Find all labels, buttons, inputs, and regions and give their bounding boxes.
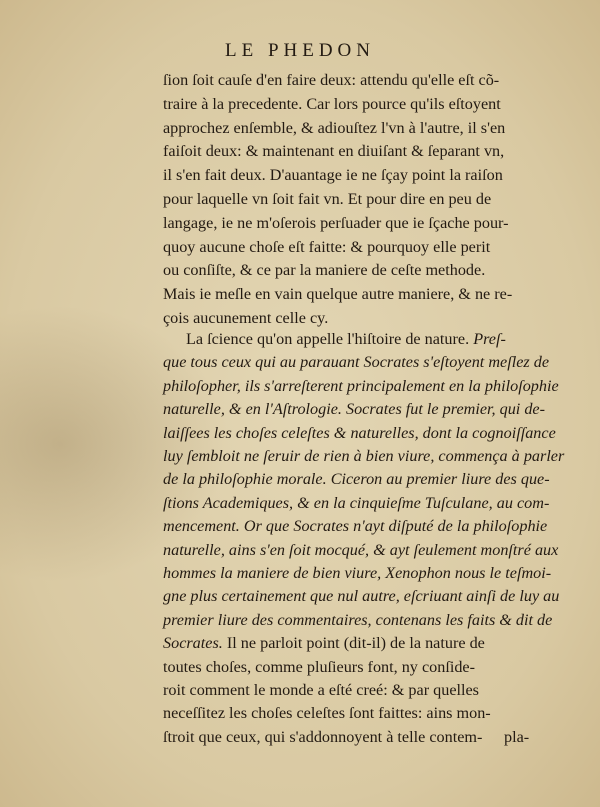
text-line: [163, 631, 543, 655]
text-line: [186, 327, 566, 351]
catchword: pla-: [504, 728, 530, 746]
italic-span: hommes la maniere de bien viure, Xenophon nous le teſmoi-: [163, 564, 552, 582]
text-line: [163, 655, 543, 679]
roman-span: toutes choſes, comme pluſieurs font, ny conſide-: [163, 657, 475, 676]
text-line: faiſoit deux: & maintenant en diuiſant & ſeparant vn,: [163, 142, 505, 161]
text-line: il s'en fait deux. D'auantage ie ne ſçay point la raiſon: [163, 166, 503, 185]
italic-span: mencement. Or que Socrates n'ayt diſputé de la philoſophie: [163, 517, 548, 536]
italic-span: premier liure des commentaires, contenans les faits & dit de: [163, 610, 553, 629]
text-line: [163, 374, 559, 398]
italic-span: gne plus certainement que nul autre, eſcriuant ainſi de luy au: [163, 587, 560, 606]
text-line: [163, 467, 550, 491]
text-line: [163, 491, 550, 515]
italic-span: Socrates.: [163, 634, 227, 653]
italic-span: luy ſembloit ne ſeruir de rien à bien viure, commença à parler: [163, 447, 565, 465]
italic-span: de la philoſophie morale. Ciceron au premier liure des que-: [163, 470, 550, 489]
text-line: ou conſiſte, & ce par la maniere de ceſte methode.: [163, 261, 486, 280]
text-line: [163, 584, 560, 608]
italic-span: Preſ-: [473, 330, 506, 348]
text-line: [163, 421, 556, 445]
text-line: [163, 678, 543, 702]
italic-span: laiſſees les choſes celeſtes & naturelles, dont la cognoiſſance: [163, 423, 556, 442]
text-line: [163, 701, 543, 725]
text-line: ſion ſoit cauſe d'en faire deux: attendu qu'elle eſt cõ-: [163, 71, 500, 89]
text-line: quoy aucune choſe eſt faitte: & pourquoy elle perit: [163, 237, 491, 256]
italic-span: philoſopher, ils s'arreſterent principalement en la philoſophie: [163, 376, 559, 395]
roman-span: La ſcience qu'on appelle l'hiſtoire de nature.: [186, 330, 474, 348]
text-line: [163, 608, 553, 632]
text-line: [163, 514, 548, 538]
text-line: [163, 561, 552, 585]
text-line: [163, 725, 543, 749]
text-line: traire à la precedente. Car lors pource qu'ils eſtoyent: [163, 94, 501, 113]
running-head: LE PHEDON: [224, 40, 376, 61]
roman-span: Il ne parloit point (dit-il) de la nature de: [226, 634, 485, 653]
text-line: [163, 538, 559, 562]
roman-span: neceſſitez les choſes celeſtes ſont faittes: ains mon-: [163, 704, 491, 723]
text-line: pour laquelle vn ſoit fait vn. Et pour dire en peu de: [163, 190, 492, 208]
text-line: approchez enſemble, & adiouſtez l'vn à l'autre, il s'en: [163, 118, 506, 137]
italic-span: ſtions Academiques, & en la cinquieſme Tuſculane, au com-: [163, 493, 550, 512]
text-line: çois aucunement celle cy.: [163, 309, 329, 327]
text-line: Mais ie meſle en vain quelque autre maniere, & ne re-: [163, 285, 513, 304]
text-line: [163, 350, 550, 374]
roman-span: ſtroit que ceux, qui s'addonnoyent à telle contem-: [163, 727, 483, 746]
italic-span: naturelle, ains s'en ſoit mocqué, & ayt ſeulement monſtré aux: [163, 540, 559, 559]
italic-span: naturelle, & en l'Aſtrologie. Socrates fut le premier, qui de-: [163, 400, 546, 419]
text-line: langage, ie ne m'oſerois perſuader que ie ſçache pour-: [163, 213, 509, 232]
italic-span: que tous ceux qui au parauant Socrates s'eſtoyent meſlez de: [163, 353, 550, 372]
roman-span: roit comment le monde a eſté creé: & par quelles: [163, 681, 479, 699]
text-line: [163, 444, 565, 468]
text-line: [163, 397, 546, 421]
